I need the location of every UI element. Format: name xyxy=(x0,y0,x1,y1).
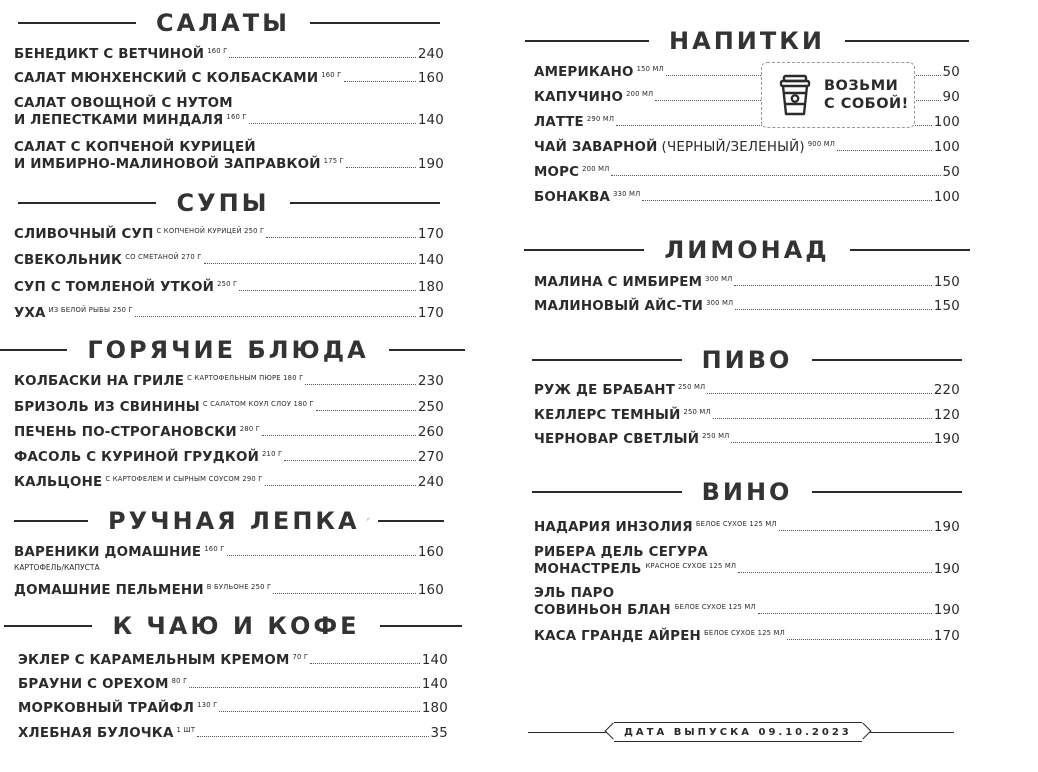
item-name: СОВИНЬОН БЛАН xyxy=(534,603,671,618)
dot-leader xyxy=(135,316,416,317)
item-name-line1: ЭЛЬ ПАРО xyxy=(534,586,615,601)
dot-leader xyxy=(219,711,419,712)
item-name: ХЛЕБНАЯ БУЛОЧКА xyxy=(18,726,174,741)
soups-header xyxy=(14,185,444,221)
menu-item xyxy=(534,139,960,158)
dot-leader xyxy=(229,57,415,58)
menu-item xyxy=(14,305,444,324)
item-price: 260 xyxy=(417,425,444,440)
menu-item xyxy=(14,279,444,298)
dot-leader xyxy=(731,442,931,443)
menu-item xyxy=(534,628,960,647)
item-note: 150 МЛ xyxy=(636,65,664,73)
menu-item xyxy=(18,700,448,719)
divider xyxy=(862,732,954,733)
rolling-pin-icon xyxy=(366,495,370,543)
handmade-header xyxy=(14,503,444,539)
section-title: СУПЫ xyxy=(176,189,270,217)
menu-item xyxy=(534,585,960,621)
section-title: К ЧАЮ И КОФЕ xyxy=(112,612,360,640)
item-note: 900 МЛ xyxy=(807,140,836,148)
item-name: ЭКЛЕР С КАРАМЕЛЬНЫМ КРЕМОМ xyxy=(18,653,290,668)
menu-item xyxy=(534,164,960,183)
item-note: 200 МЛ xyxy=(582,165,610,173)
item-name: ЧАЙ ЗАВАРНОЙ xyxy=(534,140,658,155)
item-name: ФАСОЛЬ С КУРИНОЙ ГРУДКОЙ xyxy=(14,450,260,465)
item-price: 170 xyxy=(417,227,444,242)
section-title: ПИВО xyxy=(701,346,793,374)
item-name: КАЛЬЦОНЕ xyxy=(14,475,103,490)
item-price: 160 xyxy=(417,545,444,560)
dot-leader xyxy=(249,123,416,124)
menu-item xyxy=(534,382,960,401)
dot-leader xyxy=(189,687,419,688)
dot-leader xyxy=(316,410,416,411)
item-price: 170 xyxy=(417,306,444,321)
item-name: АМЕРИКАНО xyxy=(534,65,634,80)
drinks-header xyxy=(534,23,960,59)
item-price: 150 xyxy=(933,299,960,314)
menu-item xyxy=(14,399,444,418)
divider xyxy=(18,202,156,204)
menu-item xyxy=(14,582,444,601)
divider xyxy=(812,491,962,493)
dot-leader xyxy=(735,309,931,310)
item-name: СЛИВОЧНЫЙ СУП xyxy=(14,227,154,242)
dot-leader xyxy=(305,384,415,385)
item-name: И ЛЕПЕСТКАМИ МИНДАЛЯ xyxy=(14,113,224,128)
item-price: 90 xyxy=(942,90,960,105)
menu-item xyxy=(18,652,448,671)
item-note: 160 Г xyxy=(204,545,225,553)
section-title: ГОРЯЧИЕ БЛЮДА xyxy=(87,336,369,364)
section-title: РУЧНАЯ ЛЕПКА xyxy=(108,507,360,535)
item-name: МАЛИНА С ИМБИРЕМ xyxy=(534,275,703,290)
item-price: 270 xyxy=(417,450,444,465)
divider xyxy=(850,249,970,251)
menu-item xyxy=(534,298,960,317)
item-subnote: КАРТОФЕЛЬ/КАПУСТА xyxy=(14,563,100,572)
item-price: 100 xyxy=(933,190,960,205)
dot-leader xyxy=(284,460,416,461)
menu-item xyxy=(14,474,444,493)
item-name: МОРКОВНЫЙ ТРАЙФЛ xyxy=(18,701,195,716)
section-title: ВИНО xyxy=(701,478,793,506)
dot-leader xyxy=(310,663,420,664)
dot-leader xyxy=(734,285,931,286)
item-price: 35 xyxy=(430,726,448,741)
item-note: 300 МЛ xyxy=(706,299,734,307)
item-note: 250 Г xyxy=(217,280,238,288)
item-price: 170 xyxy=(933,629,960,644)
takeaway-line1: ВОЗЬМИ xyxy=(824,78,899,94)
hot-dishes-header xyxy=(14,332,444,368)
item-note: 80 Г xyxy=(171,677,188,685)
item-price: 190 xyxy=(933,432,960,447)
item-price: 140 xyxy=(421,677,448,692)
item-name: КОЛБАСКИ НА ГРИЛЕ xyxy=(14,374,185,389)
menu-item xyxy=(534,274,960,293)
wine-header xyxy=(534,474,960,510)
menu-item xyxy=(534,519,960,538)
item-price: 100 xyxy=(933,115,960,130)
release-date-footer xyxy=(528,722,954,742)
divider xyxy=(18,22,136,24)
item-price: 250 xyxy=(417,400,444,415)
item-note: 160 Г xyxy=(207,47,228,55)
item-note: 130 Г xyxy=(197,701,218,709)
item-name: БРИЗОЛЬ ИЗ СВИНИНЫ xyxy=(14,400,200,415)
item-name: СУП С ТОМЛЕНОЙ УТКОЙ xyxy=(14,280,215,295)
takeaway-line2: С СОБОЙ! xyxy=(824,96,909,112)
item-note: 175 Г xyxy=(323,157,344,165)
divider xyxy=(524,249,644,251)
item-note: КРАСНОЕ СУХОЕ 125 МЛ xyxy=(645,562,737,570)
item-note: 250 МЛ xyxy=(678,383,706,391)
item-note: 330 МЛ xyxy=(613,190,641,198)
item-name: КЕЛЛЕРС ТЕМНЫЙ xyxy=(534,408,681,423)
item-name: МАЛИНОВЫЙ АЙС-ТИ xyxy=(534,299,704,314)
item-note: 210 Г xyxy=(262,450,283,458)
dot-leader xyxy=(344,81,416,82)
divider xyxy=(4,625,92,627)
dot-leader xyxy=(779,530,932,531)
divider xyxy=(812,359,962,361)
item-price: 220 xyxy=(933,383,960,398)
item-name: МОНАСТРЕЛЬ xyxy=(534,562,642,577)
divider xyxy=(845,40,969,42)
item-note: ИЗ БЕЛОЙ РЫБЫ 250 Г xyxy=(48,306,133,314)
item-name: БЕНЕДИКТ С ВЕТЧИНОЙ xyxy=(14,47,205,62)
menu-item xyxy=(14,70,444,89)
item-note: 280 Г xyxy=(239,425,261,433)
item-price: 140 xyxy=(421,653,448,668)
menu-item xyxy=(14,226,444,245)
item-price: 190 xyxy=(417,157,444,172)
dot-leader xyxy=(239,290,415,291)
divider xyxy=(0,349,67,351)
item-note: С КАРТОФЕЛЬНЫМ ПЮРЕ 180 Г xyxy=(187,374,304,382)
dot-leader xyxy=(611,175,940,176)
item-name: ДОМАШНИЕ ПЕЛЬМЕНИ xyxy=(14,583,204,598)
beer-header xyxy=(534,342,960,378)
menu-item xyxy=(14,424,444,443)
item-note: С КАРТОФЕЛЕМ И СЫРНЫМ СОУСОМ 290 Г xyxy=(105,475,263,483)
release-date: ДАТА ВЫПУСКА 09.10.2023 xyxy=(614,722,862,742)
section-title: САЛАТЫ xyxy=(156,9,290,37)
item-note: СО СМЕТАНОЙ 270 Г xyxy=(125,253,202,261)
menu-item xyxy=(14,252,444,271)
dot-leader xyxy=(204,263,416,264)
item-price: 190 xyxy=(933,520,960,535)
coffee-cup-icon xyxy=(778,74,812,116)
menu-item xyxy=(534,189,960,208)
item-note: С КОПЧЕНОЙ КУРИЦЕЙ 250 Г xyxy=(156,227,265,235)
item-price: 240 xyxy=(417,475,444,490)
item-name: ПЕЧЕНЬ ПО-СТРОГАНОВСКИ xyxy=(14,425,237,440)
item-note: БЕЛОЕ СУХОЕ 125 МЛ xyxy=(674,603,756,611)
item-note: 200 МЛ xyxy=(626,90,654,98)
item-note: 300 МЛ xyxy=(705,275,733,283)
item-price: 140 xyxy=(417,253,444,268)
menu-item xyxy=(14,544,444,563)
divider xyxy=(389,349,465,351)
item-note: 70 Г xyxy=(292,653,309,661)
divider xyxy=(528,732,614,733)
dot-leader xyxy=(227,555,416,556)
item-price: 120 xyxy=(933,408,960,423)
section-title: НАПИТКИ xyxy=(669,27,825,55)
item-note: 250 МЛ xyxy=(702,432,730,440)
item-price: 180 xyxy=(417,280,444,295)
item-note: БЕЛОЕ СУХОЕ 125 МЛ xyxy=(703,629,785,637)
menu-item xyxy=(534,407,960,426)
dot-leader xyxy=(266,237,415,238)
tea-coffee-header xyxy=(18,608,448,644)
item-extra: (ЧЕРНЫЙ/ЗЕЛЕНЫЙ) xyxy=(661,140,805,155)
item-name: БОНАКВА xyxy=(534,190,611,205)
divider xyxy=(525,40,649,42)
item-name: КАСА ГРАНДЕ АЙРЕН xyxy=(534,629,701,644)
menu-item xyxy=(14,46,444,65)
item-price: 150 xyxy=(933,275,960,290)
item-note: 1 ШТ xyxy=(176,726,196,734)
item-name: САЛАТ МЮНХЕНСКИЙ С КОЛБАСКАМИ xyxy=(14,71,319,86)
item-name: БРАУНИ С ОРЕХОМ xyxy=(18,677,169,692)
item-price: 190 xyxy=(933,562,960,577)
menu-item xyxy=(14,449,444,468)
item-name: ЛАТТЕ xyxy=(534,115,584,130)
divider xyxy=(14,520,88,522)
item-price: 240 xyxy=(417,47,444,62)
dot-leader xyxy=(642,200,931,201)
dot-leader xyxy=(738,572,932,573)
item-price: 50 xyxy=(942,165,960,180)
item-name-line1: САЛАТ ОВОЩНОЙ С НУТОМ xyxy=(14,96,233,111)
dot-leader xyxy=(758,613,932,614)
item-note: 160 Г xyxy=(226,113,247,121)
dot-leader xyxy=(265,485,416,486)
menu-item xyxy=(18,725,448,744)
item-note: В БУЛЬОНЕ 250 Г xyxy=(206,583,272,591)
menu-item xyxy=(14,95,444,131)
item-name: И ИМБИРНО-МАЛИНОВОЙ ЗАПРАВКОЙ xyxy=(14,157,321,172)
item-price: 160 xyxy=(417,71,444,86)
dot-leader xyxy=(262,435,416,436)
item-note: 160 Г xyxy=(321,71,342,79)
section-title: ЛИМОНАД xyxy=(664,236,830,264)
item-name: КАПУЧИНО xyxy=(534,90,624,105)
dot-leader xyxy=(707,393,931,394)
dot-leader xyxy=(713,418,932,419)
divider xyxy=(380,625,462,627)
item-price: 140 xyxy=(417,113,444,128)
menu-item xyxy=(14,373,444,392)
divider xyxy=(532,359,682,361)
divider xyxy=(290,202,440,204)
item-name: НАДАРИЯ ИНЗОЛИЯ xyxy=(534,520,693,535)
salads-header xyxy=(14,5,444,41)
item-note: 290 МЛ xyxy=(586,115,615,123)
dot-leader xyxy=(837,150,932,151)
dot-leader xyxy=(197,736,428,737)
item-name: СВЕКОЛЬНИК xyxy=(14,253,123,268)
item-price: 160 xyxy=(417,583,444,598)
item-name: ВАРЕНИКИ ДОМАШНИЕ xyxy=(14,545,202,560)
item-name-line1: РИБЕРА ДЕЛЬ СЕГУРА xyxy=(534,545,708,560)
item-note: 250 МЛ xyxy=(683,408,711,416)
dot-leader xyxy=(273,593,415,594)
item-price: 50 xyxy=(942,65,960,80)
menu-item xyxy=(534,431,960,450)
takeaway-badge xyxy=(761,62,915,128)
item-name: ЧЕРНОВАР СВЕТЛЫЙ xyxy=(534,432,700,447)
item-price: 190 xyxy=(933,603,960,618)
item-price: 230 xyxy=(417,374,444,389)
menu-item xyxy=(18,676,448,695)
divider xyxy=(532,491,682,493)
divider xyxy=(310,22,440,24)
item-name-line1: САЛАТ С КОПЧЕНОЙ КУРИЦЕЙ xyxy=(14,140,256,155)
item-price: 100 xyxy=(933,140,960,155)
dot-leader xyxy=(787,639,932,640)
item-note: БЕЛОЕ СУХОЕ 125 МЛ xyxy=(695,520,777,528)
lemonade-header xyxy=(534,232,960,268)
item-price: 180 xyxy=(421,701,448,716)
item-name: УХА xyxy=(14,306,46,321)
menu-item xyxy=(534,544,960,580)
dot-leader xyxy=(346,167,416,168)
item-name: РУЖ ДЕ БРАБАНТ xyxy=(534,383,676,398)
item-note: С САЛАТОМ КОУЛ СЛОУ 180 Г xyxy=(202,400,314,408)
divider xyxy=(378,520,444,522)
item-name: МОРС xyxy=(534,165,580,180)
menu-item xyxy=(14,139,444,175)
